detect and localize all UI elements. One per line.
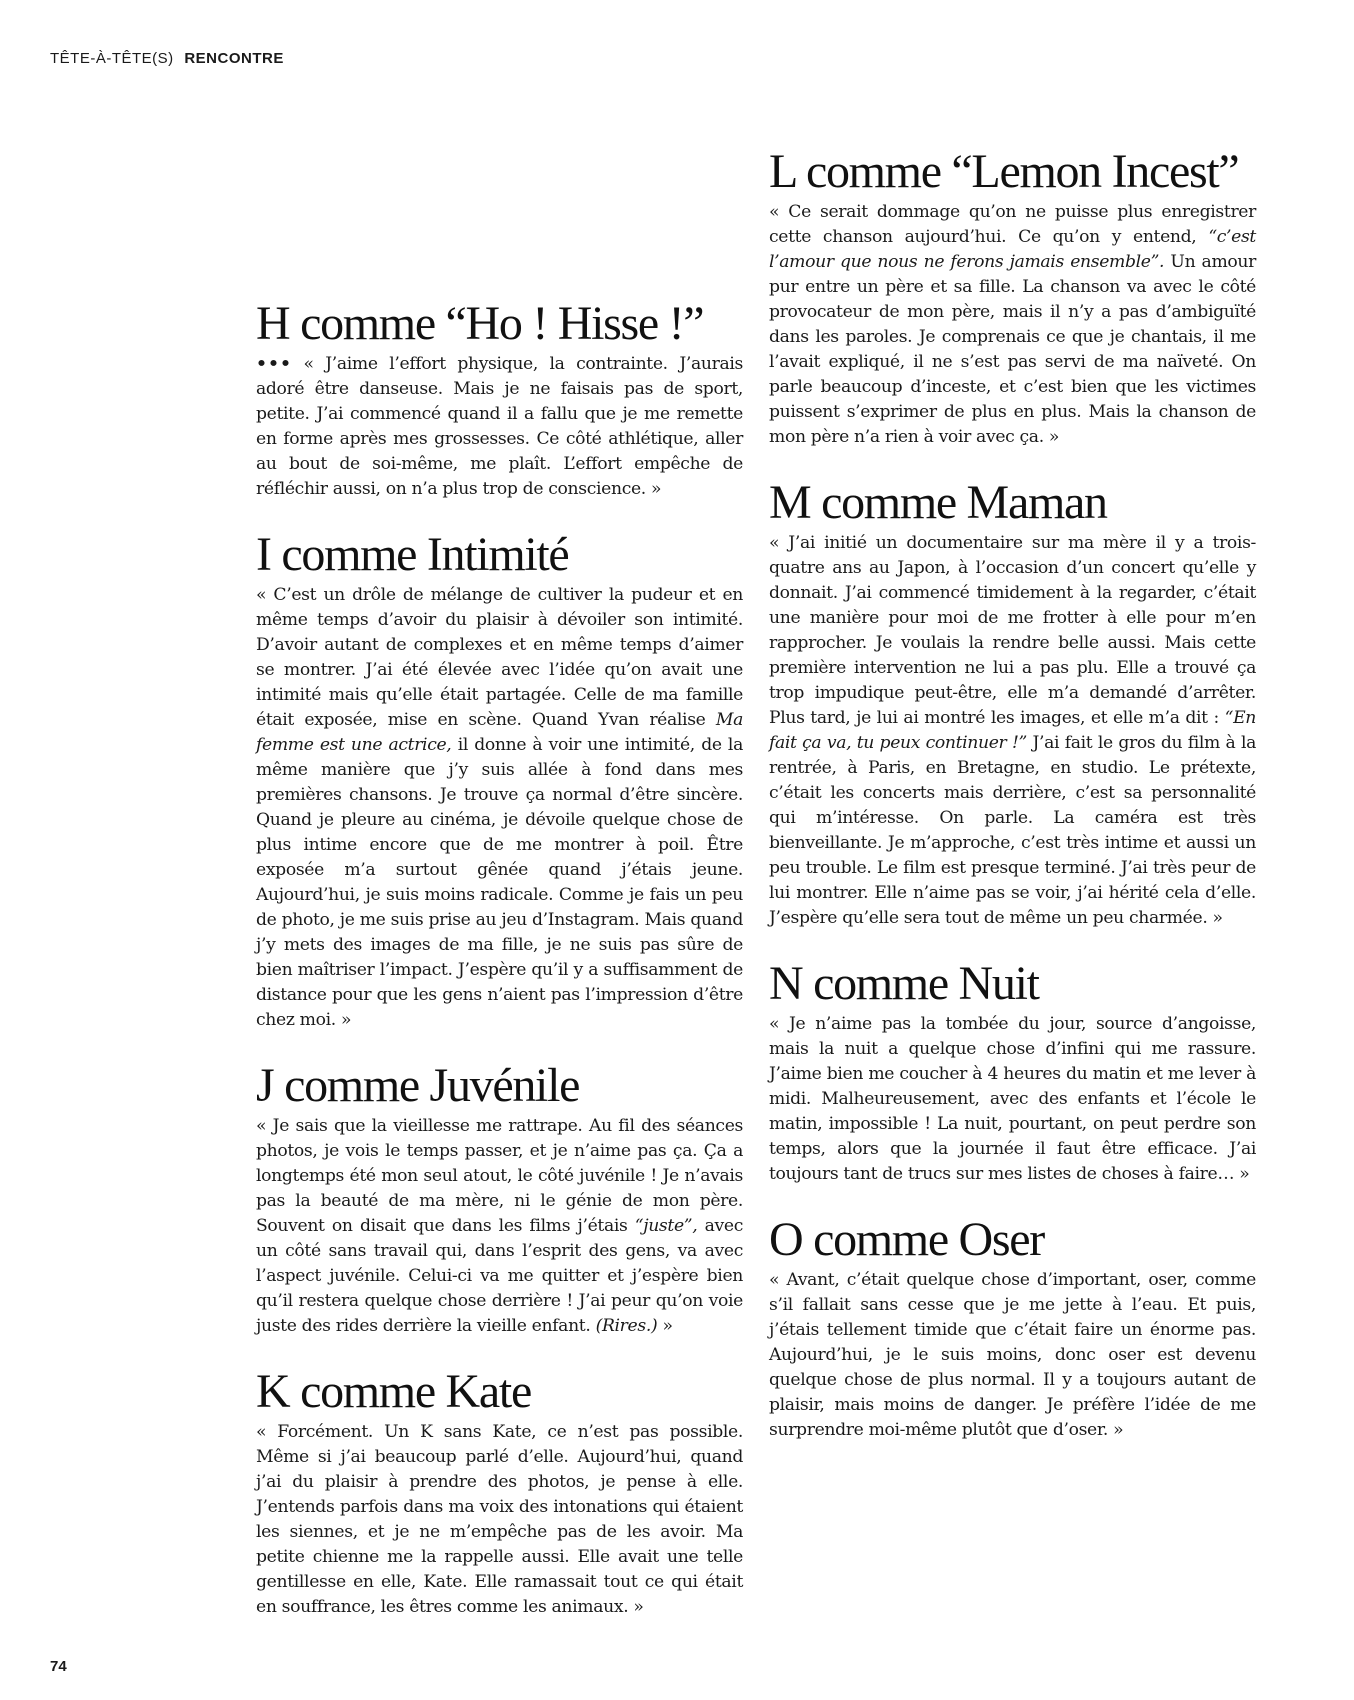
section-title: K comme Kate [256, 1365, 531, 1418]
section-title: M comme Maman [769, 476, 1107, 529]
lead-dots: ••• [256, 354, 292, 374]
header-section: TÊTE-À-TÊTE(S) [50, 50, 174, 67]
section-o [769, 1213, 1256, 1443]
section-body: « C’est un drôle de mélange de cultiver la pudeur et en même temps d’avoir du plaisir à dévoiler son intimité. D’avoir autant de complexes et en même temps d’aimer se montrer. J’ai été élevée avec l’idée qu’on avait une intimité mais qu’elle était partagée. Celle de ma famille était exposée, mise en scène. Quand Yvan réalise Ma femme est une actrice, il donne à voir une intimité, de la même manière que j’y suis allée à fond dans mes premières chansons. Je trouve ça normal d’être sincère. Quand je pleure au cinéma, je dévoile quelque chose de plus intime encore que de me montrer à poil. Être exposée m’a surtout gênée quand j’étais jeune. Aujourd’hui, je suis moins radicale. Comme je fais un peu de photo, je me suis prise au jeu d’Instagram. Mais quand j’y mets des images de ma fille, je ne suis pas sûre de bien maîtriser l’impact. J’espère qu’il y a suffisamment de distance pour que les gens n’aient pas l’impression d’être chez moi. » [256, 585, 743, 1030]
section-title: O comme Oser [769, 1213, 1044, 1266]
page-number: 74 [50, 1658, 67, 1675]
running-header [50, 50, 284, 67]
section-l [769, 145, 1256, 450]
section-m [769, 476, 1256, 931]
section-title: J comme Juvénile [256, 1059, 580, 1112]
section-j [256, 1059, 743, 1339]
column-right [769, 145, 1256, 1472]
header-rubric: RENCONTRE [184, 50, 284, 67]
section-title: L comme “Lemon Incest” [769, 145, 1239, 198]
section-body: « Avant, c’était quelque chose d’important, oser, comme s’il fallait sans cesse que je me jette à l’eau. Et puis, j’étais tellement timide que c’était faire un énorme pas. Aujourd’hui, je le suis moins, donc oser est devenu quelque chose de plus normal. Il y a toujours autant de plaisir, mais moins de danger. Je préfère l’idée de me surprendre moi-même plutôt que d’oser. » [769, 1270, 1256, 1440]
section-body: « Ce serait dommage qu’on ne puisse plus enregistrer cette chanson aujourd’hui. Ce qu’on y entend, “c’est l’amour que nous ne ferons jamais ensemble”. Un amour pur entre un père et sa fille. La chanson va avec le côté provocateur de mon père, mais il n’y a pas d’ambiguïté dans les paroles. Je comprenais ce que je chantais, il me l’avait expliqué, il ne s’est pas servi de ma naïveté. On parle beaucoup d’inceste, et c’est bien que les victimes puissent s’exprimer de plus en plus. Mais la chanson de mon père n’a rien à voir avec ça. » [769, 202, 1256, 447]
section-body: « J’ai initié un documentaire sur ma mère il y a trois-quatre ans au Japon, à l’occasion d’un concert qu’elle y donnait. J’ai commencé timidement à la regarder, c’était une manière pour moi de me frotter à elle pour m’en rapprocher. Je voulais la rendre belle aussi. Mais cette première intervention ne lui a pas plu. Elle a trouvé ça trop impudique peut-être, elle m’a demandé d’arrêter. Plus tard, je lui ai montré les images, et elle m’a dit : “En fait ça va, tu peux continuer !” J’ai fait le gros du film à la rentrée, à Paris, en Bretagne, en studio. Le prétexte, c’était les concerts mais derrière, c’est sa personnalité qui m’intéresse. On parle. La caméra est très bienveillante. Je m’approche, c’est très intime et aussi un peu trouble. Le film est presque terminé. J’ai très peur de lui montrer. Elle n’aime pas se voir, j’ai hérité cela d’elle. J’espère qu’elle sera tout de même un peu charmée. » [769, 533, 1256, 928]
section-i [256, 528, 743, 1033]
section-k [256, 1365, 743, 1620]
section-title: H comme “Ho ! Hisse !” [256, 297, 704, 350]
section-n [769, 957, 1256, 1187]
column-left [256, 297, 743, 1649]
section-title: N comme Nuit [769, 957, 1039, 1010]
section-body: ••• « J’aime l’effort physique, la contrainte. J’aurais adoré être danseuse. Mais je ne faisais pas de sport, petite. J’ai commencé quand il a fallu que je me remette en forme après mes grossesses. Ce côté athlétique, aller au bout de soi-même, me plaît. L’effort empêche de réfléchir aussi, on n’a plus trop de conscience. » [256, 354, 743, 499]
section-title: I comme Intimité [256, 528, 569, 581]
section-body: « Forcément. Un K sans Kate, ce n’est pas possible. Même si j’ai beaucoup parlé d’elle. Aujourd’hui, quand j’ai du plaisir à prendre des photos, je pense à elle. J’entends parfois dans ma voix des intonations qui étaient les siennes, et je ne m’empêche pas de les avoir. Ma petite chienne me la rappelle aussi. Elle avait une telle gentillesse en elle, Kate. Elle ramassait tout ce qui était en souffrance, les êtres comme les animaux. » [256, 1422, 743, 1617]
section-h [256, 297, 743, 502]
section-body: « Je n’aime pas la tombée du jour, source d’angoisse, mais la nuit a quelque chose d’infini qui me rassure. J’aime bien me coucher à 4 heures du matin et me lever à midi. Malheureusement, avec des enfants et l’école le matin, impossible ! La nuit, pourtant, on peut perdre son temps, alors que la journée il faut être efficace. J’ai toujours tant de trucs sur mes listes de choses à faire… » [769, 1014, 1256, 1184]
section-body: « Je sais que la vieillesse me rattrape. Au fil des séances photos, je vois le temps passer, et je n’aime pas ça. Ça a longtemps été mon seul atout, le côté juvénile ! Je n’avais pas la beauté de ma mère, ni le génie de mon père. Souvent on disait que dans les films j’étais “juste”, avec un côté sans travail qui, dans l’esprit des gens, va avec l’aspect juvénile. Celui-ci va me quitter et j’espère bien qu’il restera quelque chose derrière ! J’ai peur qu’on voie juste des rides derrière la vieille enfant. (Rires.) » [256, 1116, 743, 1336]
